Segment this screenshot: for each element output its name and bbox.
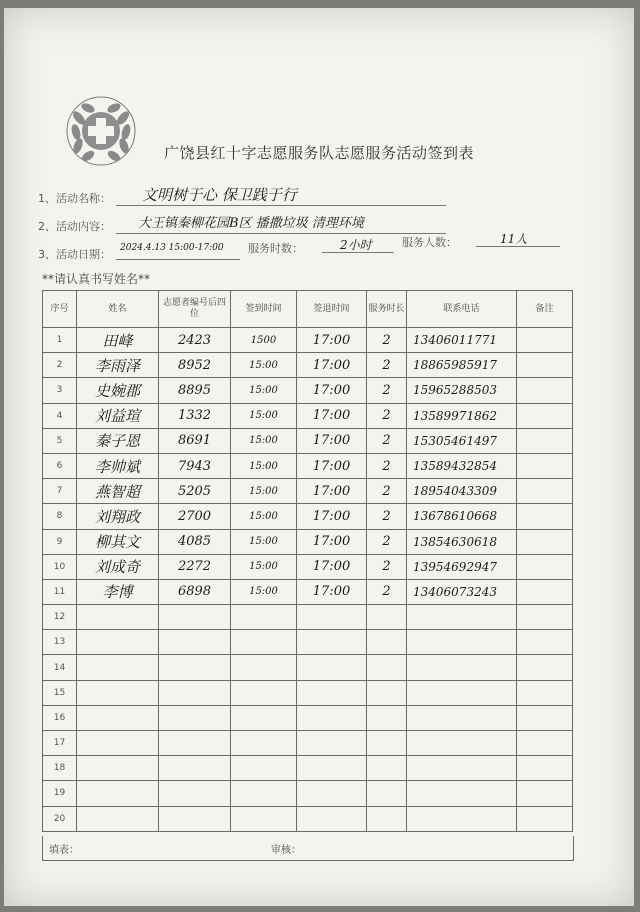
empty-cell (517, 806, 573, 831)
row-number: 14 (43, 655, 77, 680)
table-row (43, 579, 573, 604)
check-out-time: 17:00 (297, 353, 367, 378)
empty-cell (159, 806, 231, 831)
remark (517, 378, 573, 403)
service-hours: 2 (367, 529, 407, 554)
volunteer-code: 8895 (159, 378, 231, 403)
volunteer-name: 李帅斌 (77, 453, 159, 478)
activity-content-line (116, 233, 446, 234)
volunteer-name: 秦子恩 (77, 428, 159, 453)
remark (517, 403, 573, 428)
headcount-value: 11人 (500, 232, 528, 246)
table-row-empty (43, 705, 573, 730)
table-row-empty (43, 680, 573, 705)
row-number: 5 (43, 428, 77, 453)
empty-cell (231, 756, 297, 781)
check-in-time: 15:00 (231, 428, 297, 453)
row-number: 6 (43, 453, 77, 478)
remark (517, 428, 573, 453)
empty-cell (231, 655, 297, 680)
check-out-time: 17:00 (297, 529, 367, 554)
empty-cell (517, 655, 573, 680)
empty-cell (517, 705, 573, 730)
table-row-empty (43, 806, 573, 831)
service-hours: 2 (367, 504, 407, 529)
volunteer-name: 刘翔政 (77, 504, 159, 529)
table-header-row (43, 291, 573, 328)
service-hours: 2 (367, 579, 407, 604)
empty-cell (517, 630, 573, 655)
row-number: 17 (43, 731, 77, 756)
empty-cell (77, 655, 159, 680)
empty-cell (231, 680, 297, 705)
check-in-time: 15:00 (231, 403, 297, 428)
remark (517, 504, 573, 529)
row-number: 18 (43, 756, 77, 781)
remark (517, 353, 573, 378)
volunteer-name: 燕智超 (77, 479, 159, 504)
table-row-empty (43, 731, 573, 756)
row-number: 9 (43, 529, 77, 554)
empty-cell (297, 680, 367, 705)
table-row (43, 453, 573, 478)
row-number: 4 (43, 403, 77, 428)
volunteer-name: 李雨泽 (77, 353, 159, 378)
phone-number: 15305461497 (407, 428, 517, 453)
table-row (43, 428, 573, 453)
header-cell: 联系电话 (407, 291, 517, 328)
activity-date-line (116, 259, 240, 260)
table-row (43, 554, 573, 579)
headcount-label: 服务人数： (402, 236, 457, 249)
row-number: 13 (43, 630, 77, 655)
check-in-time: 15:00 (231, 453, 297, 478)
header-cell: 备注 (517, 291, 573, 328)
volunteer-code: 5205 (159, 479, 231, 504)
check-in-time: 1500 (231, 328, 297, 353)
sign-in-table (42, 290, 573, 832)
row-number: 11 (43, 579, 77, 604)
phone-number: 13406073243 (407, 579, 517, 604)
remark (517, 554, 573, 579)
header-cell: 服务时长 (367, 291, 407, 328)
empty-cell (517, 756, 573, 781)
empty-cell (297, 731, 367, 756)
service-hours: 2 (367, 479, 407, 504)
empty-cell (407, 781, 517, 806)
form-title: 广饶县红十字志愿服务队志愿服务活动签到表 (164, 144, 475, 162)
service-hours: 2 (367, 328, 407, 353)
header-cell: 志愿者编号后四位 (159, 291, 231, 328)
empty-cell (367, 680, 407, 705)
empty-cell (407, 756, 517, 781)
phone-number: 18954043309 (407, 479, 517, 504)
empty-cell (77, 806, 159, 831)
write-carefully-note: **请认真书写姓名** (42, 272, 151, 286)
empty-cell (231, 731, 297, 756)
volunteer-code: 1332 (159, 403, 231, 428)
phone-number: 13854630618 (407, 529, 517, 554)
empty-cell (159, 605, 231, 630)
activity-date-value: 2024.4.13 15:00-17:00 (120, 243, 224, 253)
service-hours: 2 (367, 428, 407, 453)
table-row (43, 529, 573, 554)
empty-cell (517, 781, 573, 806)
row-number: 19 (43, 781, 77, 806)
phone-number: 13954692947 (407, 554, 517, 579)
form-footer (42, 836, 574, 861)
service-hours-value: 2小时 (340, 238, 372, 252)
activity-content-value: 大王镇秦柳花园B区 播撒垃圾 清理环境 (138, 216, 364, 231)
row-number: 20 (43, 806, 77, 831)
check-out-time: 17:00 (297, 579, 367, 604)
sign-in-sheet (4, 8, 634, 906)
empty-cell (159, 655, 231, 680)
table-row (43, 479, 573, 504)
empty-cell (77, 781, 159, 806)
volunteer-code: 6898 (159, 579, 231, 604)
empty-cell (297, 655, 367, 680)
empty-cell (367, 605, 407, 630)
activity-name-label: 1、活动名称： (38, 192, 111, 205)
volunteer-name: 史婉郡 (77, 378, 159, 403)
check-out-time: 17:00 (297, 504, 367, 529)
empty-cell (367, 781, 407, 806)
empty-cell (159, 680, 231, 705)
service-hours: 2 (367, 554, 407, 579)
empty-cell (407, 655, 517, 680)
activity-date-label: 3、活动日期： (38, 248, 111, 261)
check-out-time: 17:00 (297, 328, 367, 353)
empty-cell (297, 605, 367, 630)
phone-number: 13406011771 (407, 328, 517, 353)
table-row-empty (43, 655, 573, 680)
empty-cell (517, 605, 573, 630)
volunteer-code: 8691 (159, 428, 231, 453)
empty-cell (159, 630, 231, 655)
empty-cell (159, 705, 231, 730)
empty-cell (77, 756, 159, 781)
check-in-time: 15:00 (231, 579, 297, 604)
empty-cell (297, 781, 367, 806)
empty-cell (407, 680, 517, 705)
table-row (43, 403, 573, 428)
volunteer-name: 李博 (77, 579, 159, 604)
empty-cell (297, 705, 367, 730)
check-in-time: 15:00 (231, 378, 297, 403)
table-row-empty (43, 605, 573, 630)
phone-number: 18865985917 (407, 353, 517, 378)
volunteer-code: 4085 (159, 529, 231, 554)
header-cell: 姓名 (77, 291, 159, 328)
empty-cell (77, 705, 159, 730)
empty-cell (77, 680, 159, 705)
table-row (43, 328, 573, 353)
volunteer-name: 柳其文 (77, 529, 159, 554)
activity-name-value: 文明树于心 保卫践于行 (142, 186, 297, 204)
service-hours: 2 (367, 353, 407, 378)
volunteer-code: 2272 (159, 554, 231, 579)
row-number: 1 (43, 328, 77, 353)
service-hours: 2 (367, 378, 407, 403)
service-hours: 2 (367, 453, 407, 478)
remark (517, 453, 573, 478)
activity-name-line (116, 205, 446, 206)
table-row-empty (43, 756, 573, 781)
table-row (43, 504, 573, 529)
empty-cell (367, 806, 407, 831)
remark (517, 579, 573, 604)
table-row-empty (43, 630, 573, 655)
phone-number: 15965288503 (407, 378, 517, 403)
empty-cell (407, 705, 517, 730)
empty-cell (231, 806, 297, 831)
empty-cell (231, 605, 297, 630)
activity-content-label: 2、活动内容： (38, 220, 111, 233)
empty-cell (367, 756, 407, 781)
volunteer-name: 刘成奇 (77, 554, 159, 579)
row-number: 8 (43, 504, 77, 529)
remark (517, 529, 573, 554)
volunteer-code: 7943 (159, 453, 231, 478)
filler-label: 填表： (49, 845, 79, 856)
empty-cell (77, 630, 159, 655)
header-cell: 序号 (43, 291, 77, 328)
check-in-time: 15:00 (231, 479, 297, 504)
check-out-time: 17:00 (297, 428, 367, 453)
volunteer-name: 田峰 (77, 328, 159, 353)
phone-number: 13589432854 (407, 453, 517, 478)
empty-cell (367, 630, 407, 655)
check-in-time: 15:00 (231, 529, 297, 554)
header-cell: 签退时间 (297, 291, 367, 328)
empty-cell (407, 605, 517, 630)
empty-cell (297, 806, 367, 831)
empty-cell (159, 781, 231, 806)
table-row (43, 378, 573, 403)
check-out-time: 17:00 (297, 554, 367, 579)
empty-cell (517, 680, 573, 705)
empty-cell (77, 731, 159, 756)
phone-number: 13589971862 (407, 403, 517, 428)
volunteer-code: 8952 (159, 353, 231, 378)
check-out-time: 17:00 (297, 453, 367, 478)
table-row-empty (43, 781, 573, 806)
row-number: 12 (43, 605, 77, 630)
reviewer-label: 审核： (271, 845, 301, 856)
empty-cell (231, 705, 297, 730)
check-out-time: 17:00 (297, 479, 367, 504)
row-number: 2 (43, 353, 77, 378)
check-in-time: 15:00 (231, 353, 297, 378)
empty-cell (159, 756, 231, 781)
empty-cell (77, 605, 159, 630)
empty-cell (231, 630, 297, 655)
check-out-time: 17:00 (297, 403, 367, 428)
empty-cell (297, 756, 367, 781)
phone-number: 13678610668 (407, 504, 517, 529)
check-out-time: 17:00 (297, 378, 367, 403)
empty-cell (407, 806, 517, 831)
check-in-time: 15:00 (231, 554, 297, 579)
empty-cell (367, 655, 407, 680)
empty-cell (231, 781, 297, 806)
empty-cell (517, 731, 573, 756)
row-number: 3 (43, 378, 77, 403)
red-cross-wreath-icon (64, 94, 138, 168)
empty-cell (407, 630, 517, 655)
check-in-time: 15:00 (231, 504, 297, 529)
remark (517, 328, 573, 353)
volunteer-code: 2423 (159, 328, 231, 353)
header-cell: 签到时间 (231, 291, 297, 328)
row-number: 10 (43, 554, 77, 579)
row-number: 16 (43, 705, 77, 730)
empty-cell (367, 731, 407, 756)
empty-cell (367, 705, 407, 730)
service-hours-label: 服务时数： (248, 242, 303, 255)
empty-cell (407, 731, 517, 756)
remark (517, 479, 573, 504)
empty-cell (297, 630, 367, 655)
empty-cell (159, 731, 231, 756)
row-number: 7 (43, 479, 77, 504)
row-number: 15 (43, 680, 77, 705)
service-hours: 2 (367, 403, 407, 428)
table-row (43, 353, 573, 378)
volunteer-code: 2700 (159, 504, 231, 529)
volunteer-name: 刘益瑄 (77, 403, 159, 428)
